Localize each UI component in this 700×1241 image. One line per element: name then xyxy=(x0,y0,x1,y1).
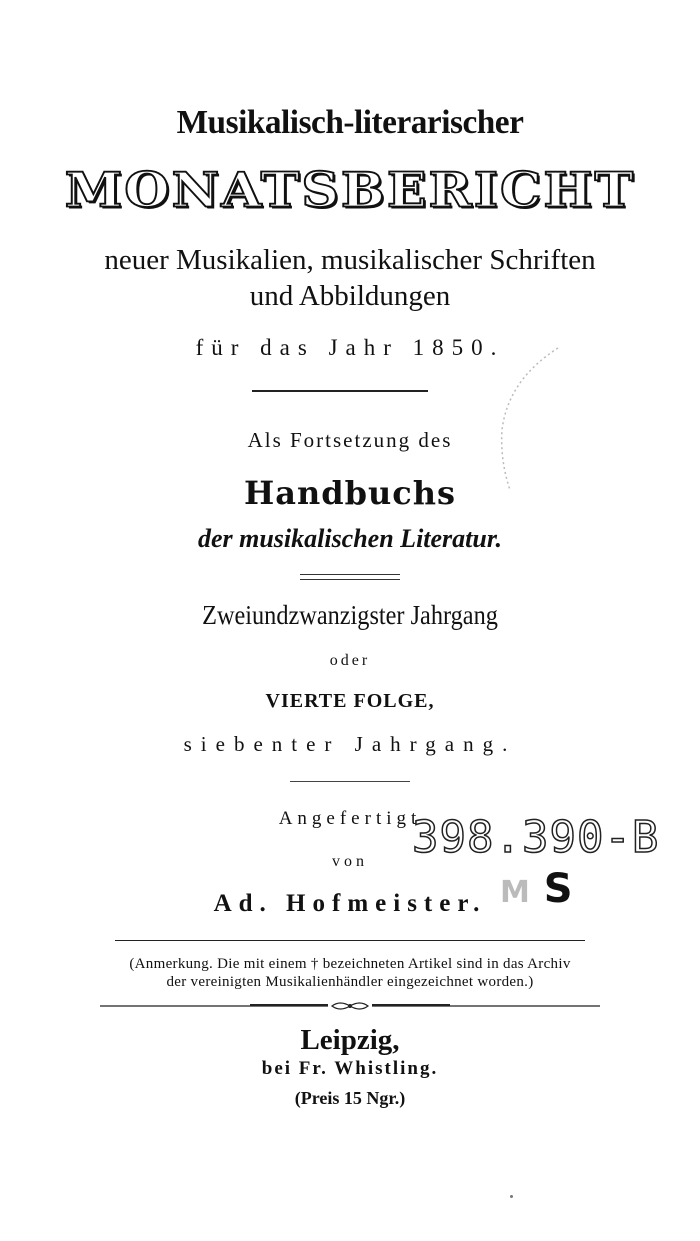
oder-line: oder xyxy=(329,652,371,669)
faint-stamp-mark xyxy=(488,340,578,500)
publication-place: Leipzig, xyxy=(300,1024,400,1056)
publisher-line: bei Fr. Whistling. xyxy=(261,1058,439,1079)
library-stamp-letters xyxy=(500,866,573,912)
author-name: Ad. Hofmeister. xyxy=(213,890,487,917)
subtitle-line-2: und Abbildungen xyxy=(249,280,451,312)
price-line: (Preis 15 Ngr.) xyxy=(294,1088,406,1108)
literatur-title: der musikalischen Literatur. xyxy=(197,524,503,553)
library-stamp-number: 398.390-B xyxy=(412,812,660,863)
subtitle-line-1: neuer Musikalien, musikalischer Schriften xyxy=(104,244,596,276)
editorial-note xyxy=(0,955,700,991)
paper-speck xyxy=(510,1195,513,1198)
double-divider-rule xyxy=(300,574,400,580)
note-line-1: (Anmerkung. Die mit einem † bezeichneten Artikel sind in das Archiv xyxy=(129,956,571,972)
edition-line: Zweiundzwanzigster Jahrgang xyxy=(202,600,498,630)
siebenter-line: siebenter Jahrgang. xyxy=(183,732,517,756)
folge-line: VIERTE FOLGE, xyxy=(265,690,435,712)
library-stamp-letter: S xyxy=(543,866,573,912)
divider-rule-long xyxy=(115,940,585,941)
note-line-2: der vereinigten Musikalienhändler eingezeichnet worden.) xyxy=(166,974,534,990)
title-line-1: Musikalisch-literarischer xyxy=(176,104,524,141)
year-line: für das Jahr 1850. xyxy=(195,335,505,360)
continuation-line: Als Fortsetzung des xyxy=(247,428,453,452)
von-line: von xyxy=(332,853,368,870)
main-title: MONATSBERICHT xyxy=(64,162,636,219)
divider-rule-small xyxy=(290,781,410,782)
angefertigt-line: Angefertigt xyxy=(278,808,422,829)
library-stamp-letter-faint: M xyxy=(500,875,530,910)
subtitle xyxy=(0,242,700,314)
ornamental-divider xyxy=(100,1000,600,1012)
divider-rule xyxy=(252,390,428,392)
handbuch-title: Handbuchs xyxy=(243,474,456,512)
